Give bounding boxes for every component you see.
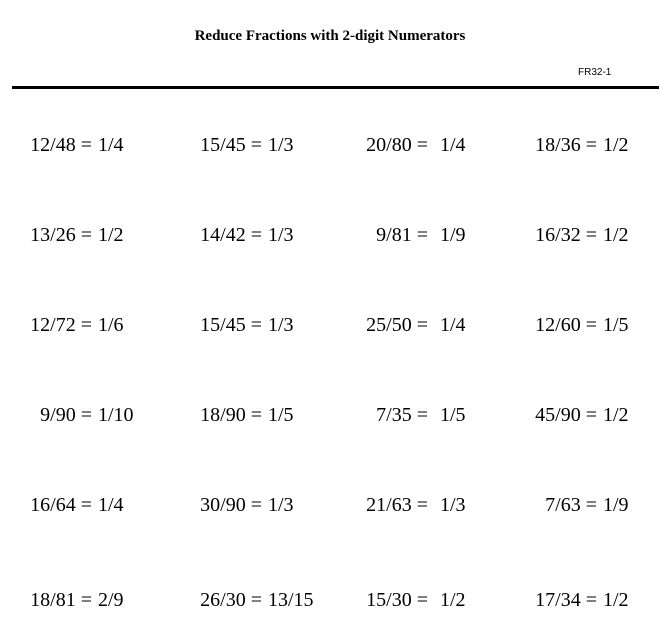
fraction-answer: 1/9 — [603, 494, 629, 516]
fraction-answer: 1/2 — [440, 589, 466, 611]
fraction-answer: 1/3 — [268, 224, 294, 246]
fraction-problem: 7/63 = — [545, 494, 597, 516]
fraction-problem: 30/90 = — [200, 494, 262, 516]
fraction-answer: 1/2 — [98, 224, 124, 246]
fraction-problem: 16/64 = — [30, 494, 92, 516]
fraction-answer: 1/3 — [268, 134, 294, 156]
fraction-problem: 12/72 = — [30, 314, 92, 336]
fraction-problem: 18/81 = — [30, 589, 92, 611]
fraction-answer: 1/4 — [440, 134, 466, 156]
fraction-answer: 1/3 — [268, 494, 294, 516]
fraction-problem: 9/81 = — [376, 224, 428, 246]
fraction-answer: 1/4 — [440, 314, 466, 336]
problem-row — [0, 493, 660, 517]
fraction-answer: 1/6 — [98, 314, 124, 336]
fraction-problem: 15/45 = — [200, 314, 262, 336]
fraction-problem: 26/30 = — [200, 589, 262, 611]
problem-row — [0, 313, 660, 337]
fraction-answer: 1/9 — [440, 224, 466, 246]
fraction-answer: 1/2 — [603, 589, 629, 611]
worksheet-title: Reduce Fractions with 2-digit Numerators — [194, 28, 466, 44]
worksheet-code: FR32-1 — [578, 67, 612, 78]
fraction-answer: 1/4 — [98, 494, 124, 516]
fraction-problem: 7/35 = — [376, 404, 428, 426]
fraction-answer: 1/10 — [98, 404, 134, 426]
fraction-problem: 16/32 = — [535, 224, 597, 246]
fraction-answer: 13/15 — [268, 589, 314, 611]
fraction-answer: 1/2 — [603, 224, 629, 246]
fraction-answer: 1/2 — [603, 404, 629, 426]
fraction-answer: 2/9 — [98, 589, 124, 611]
fraction-problem: 17/34 = — [535, 589, 597, 611]
fraction-problem: 18/36 = — [535, 134, 597, 156]
fraction-answer: 1/4 — [98, 134, 124, 156]
problem-row — [0, 588, 660, 612]
fraction-problem: 45/90 = — [535, 404, 597, 426]
problem-row — [0, 403, 660, 427]
problem-row — [0, 133, 660, 157]
fraction-answer: 1/3 — [268, 314, 294, 336]
fraction-answer: 1/2 — [603, 134, 629, 156]
fraction-problem: 18/90 = — [200, 404, 262, 426]
problem-row — [0, 223, 660, 247]
fraction-problem: 20/80 = — [366, 134, 428, 156]
fraction-problem: 14/42 = — [200, 224, 262, 246]
fraction-problem: 15/45 = — [200, 134, 262, 156]
header-divider — [12, 86, 659, 89]
fraction-problem: 12/48 = — [30, 134, 92, 156]
fraction-problem: 15/30 = — [366, 589, 428, 611]
fraction-problem: 9/90 = — [40, 404, 92, 426]
fraction-answer: 1/5 — [603, 314, 629, 336]
fraction-problem: 12/60 = — [535, 314, 597, 336]
fraction-answer: 1/5 — [268, 404, 294, 426]
fraction-problem: 25/50 = — [366, 314, 428, 336]
fraction-problem: 21/63 = — [366, 494, 428, 516]
fraction-problem: 13/26 = — [30, 224, 92, 246]
fraction-answer: 1/5 — [440, 404, 466, 426]
fraction-answer: 1/3 — [440, 494, 466, 516]
